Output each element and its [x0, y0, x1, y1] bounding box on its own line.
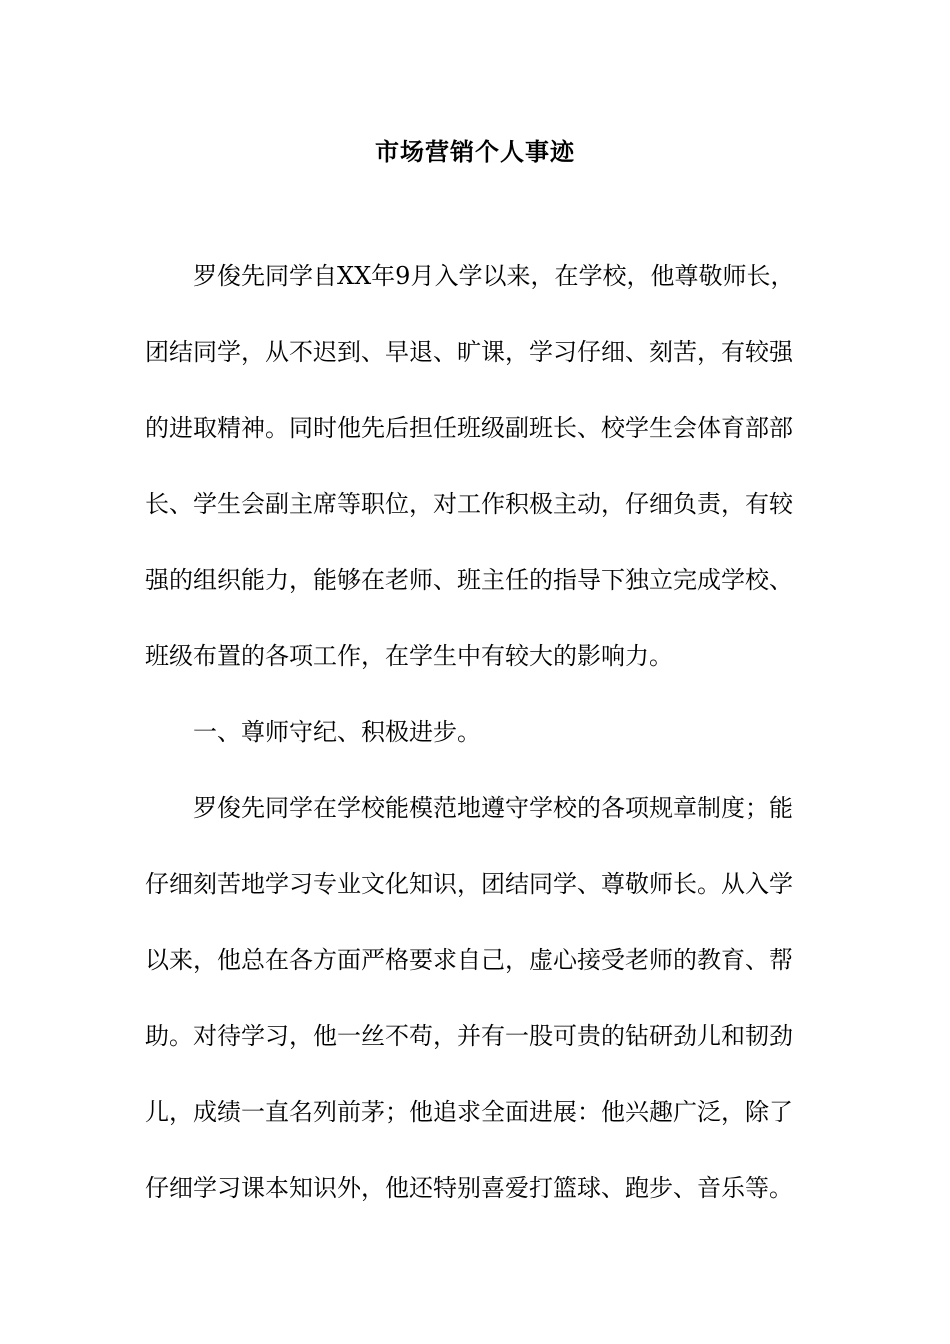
paragraph-line: 的进取精神。同时他先后担任班级副班长、校学生会体育部部	[145, 414, 793, 442]
section-heading: 一、尊师守纪、积极进步。	[193, 718, 481, 746]
paragraph-line: 仔细刻苦地学习专业文化知识，团结同学、尊敬师长。从入学	[145, 870, 793, 898]
paragraph-line: 助。对待学习，他一丝不苟，并有一股可贵的钻研劲儿和韧劲	[145, 1022, 793, 1050]
paragraph-line: 以来，他总在各方面严格要求自己，虚心接受老师的教育、帮	[145, 946, 793, 974]
document-body	[145, 254, 807, 1242]
paragraph-line: 团结同学，从不迟到、早退、旷课，学习仔细、刻苦，有较强	[145, 338, 793, 366]
document-title: 市场营销个人事迹	[375, 137, 575, 166]
paragraph-line: 儿，成绩一直名列前茅；他追求全面进展：他兴趣广泛，除了	[145, 1098, 793, 1126]
paragraph-line: 仔细学习课本知识外，他还特别喜爱打篮球、跑步、音乐等。	[145, 1174, 793, 1202]
paragraph-line: 强的组织能力，能够在老师、班主任的指导下独立完成学校、	[145, 566, 793, 594]
paragraph-line: 罗俊先同学在学校能模范地遵守学校的各项规章制度；能	[193, 794, 793, 822]
paragraph-line: 班级布置的各项工作，在学生中有较大的影响力。	[145, 642, 673, 670]
paragraph-line: 长、学生会副主席等职位，对工作积极主动，仔细负责，有较	[145, 490, 793, 518]
paragraph-line: 罗俊先同学自XX年9月入学以来，在学校，他尊敬师长，	[193, 262, 795, 290]
